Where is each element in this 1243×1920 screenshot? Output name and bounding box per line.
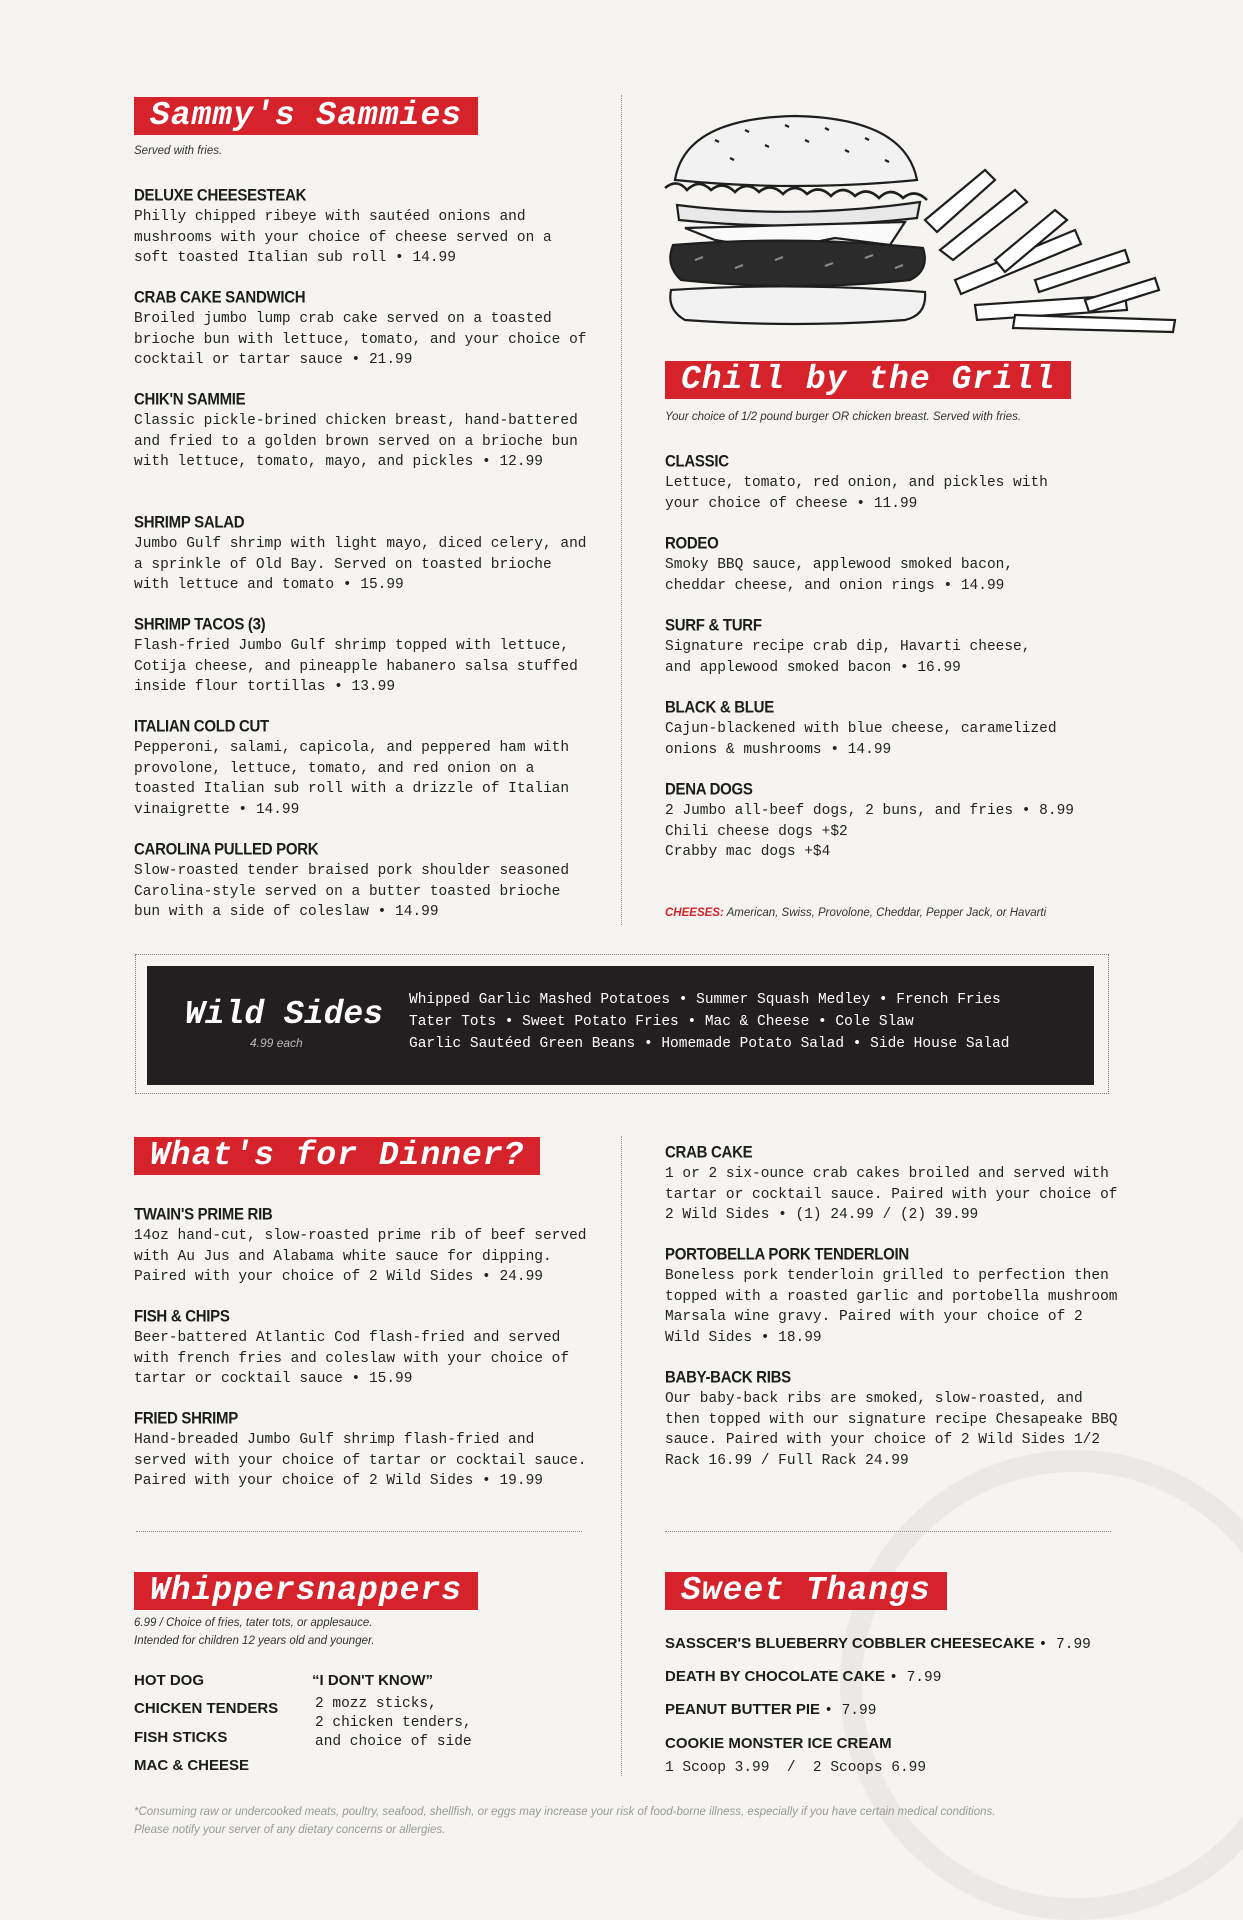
- section-title-kids: Whippersnappers: [134, 1572, 478, 1610]
- item-description: Philly chipped ribeye with sautéed onions and mushrooms with your choice of cheese served on a soft toasted Italian sub roll • 14.99: [134, 209, 552, 266]
- item-name: TWAIN'S PRIME RIB: [134, 1205, 273, 1224]
- cheeses-label: CHEESES:: [665, 907, 724, 919]
- grill-note: Your choice of 1/2 pound burger OR chicken breast. Served with fries.: [665, 411, 1022, 423]
- menu-item: [134, 514, 594, 596]
- menu-item: [134, 187, 594, 269]
- section-title-sides: Wild Sides: [185, 996, 384, 1033]
- item-description: Hand-breaded Jumbo Gulf shrimp flash-fried and served with your choice of tartar or cocktail sauce. Paired with your choice of 2 Wild Sides • 19.99: [134, 1432, 587, 1489]
- item-description: Flash-fried Jumbo Gulf shrimp topped with lettuce, Cotija cheese, and pineapple habanero salsa stuffed inside flour tortillas • 13.99: [134, 638, 578, 695]
- item-description: Beer-battered Atlantic Cod flash-fried and served with french fries and coleslaw with your choice of tartar or cocktail sauce • 15.99: [134, 1330, 570, 1387]
- section-title-sweets: Sweet Thangs: [665, 1572, 947, 1610]
- item-description: Signature recipe crab dip, Havarti cheese, and applewood smoked bacon • 16.99: [665, 639, 1031, 676]
- sides-line: Tater Tots • Sweet Potato Fries • Mac & Cheese • Cole Slaw: [409, 1014, 914, 1030]
- dessert-item: [665, 1635, 1091, 1653]
- menu-item: [134, 1308, 594, 1390]
- section-title-dinner: What's for Dinner?: [134, 1137, 540, 1175]
- menu-item: [134, 1410, 594, 1492]
- kids-special-line: 2 mozz sticks,: [315, 1696, 437, 1712]
- item-name: CRAB CAKE: [665, 1143, 753, 1162]
- item-name: CAROLINA PULLED PORK: [134, 840, 319, 859]
- item-description: 1 or 2 six-ounce crab cakes broiled and served with tartar or cocktail sauce. Paired with your choice of 2 Wild Sides • (1) 24.99 / (2) 39.99: [665, 1166, 1118, 1223]
- footer-line: *Consuming raw or undercooked meats, poultry, seafood, shellfish, or eggs may increase your risk of food-borne illness, especially if you have certain medical conditions.: [134, 1806, 996, 1818]
- footer-disclaimer: [134, 1803, 1114, 1839]
- menu-item: [665, 1246, 1125, 1348]
- sides-line: Whipped Garlic Mashed Potatoes • Summer Squash Medley • French Fries: [409, 992, 1001, 1008]
- section-title-sammies: Sammy's Sammies: [134, 97, 478, 135]
- footer-line: Please notify your server of any dietary concerns or allergies.: [134, 1824, 446, 1836]
- item-description: Our baby-back ribs are smoked, slow-roasted, and then topped with our signature recipe Chesapeake BBQ sauce. Paired with your choice of 2 Wild Sides 1/2 Rack 16.99 / Full Rack 24.99: [665, 1391, 1118, 1469]
- item-name: SHRIMP TACOS (3): [134, 615, 266, 634]
- item-name: BLACK & BLUE: [665, 698, 774, 717]
- item-name: DENA DOGS: [665, 780, 753, 799]
- item-description: Pepperoni, salami, capicola, and peppered ham with provolone, lettuce, tomato, and red onion on a toasted Italian sub roll with a drizzle of Italian vinaigrette • 14.99: [134, 740, 570, 818]
- dessert-price: • 7.99: [1038, 1637, 1091, 1653]
- menu-item: [134, 841, 594, 923]
- burger-and-fries-illustration: [655, 110, 1195, 335]
- item-description: Broiled jumbo lump crab cake served on a toasted brioche bun with lettuce, tomato, and your choice of cocktail or tartar sauce • 21.99: [134, 311, 587, 368]
- dessert-item: [665, 1735, 892, 1752]
- sammies-note: Served with fries.: [134, 145, 223, 157]
- menu-item: [134, 616, 594, 698]
- kids-special-line: and choice of side: [315, 1734, 472, 1750]
- cheeses-list: American, Swiss, Provolone, Cheddar, Pepper Jack, or Havarti: [726, 907, 1047, 919]
- dessert-item: [665, 1701, 876, 1719]
- section-divider-left: [136, 1531, 582, 1532]
- item-name: CHIK'N SAMMIE: [134, 390, 246, 409]
- kids-note: 6.99 / Choice of fries, tater tots, or applesauce.: [134, 1617, 373, 1629]
- kids-item: CHICKEN TENDERS: [134, 1700, 279, 1717]
- item-name: SHRIMP SALAD: [134, 513, 245, 532]
- menu-item: [665, 535, 1125, 596]
- item-description: Boneless pork tenderloin grilled to perfection then topped with a roasted garlic and portobella mushroom Marsala wine gravy. Paired with your choice of 2 Wild Sides • 18.99: [665, 1268, 1118, 1346]
- item-name: SURF & TURF: [665, 616, 762, 635]
- kids-special-line: 2 chicken tenders,: [315, 1715, 472, 1731]
- dessert-price: • 7.99: [824, 1703, 877, 1719]
- dessert-name: COOKIE MONSTER ICE CREAM: [665, 1735, 892, 1752]
- kids-item: HOT DOG: [134, 1672, 204, 1689]
- menu-item: [665, 699, 1125, 760]
- item-name: DELUXE CHEESESTEAK: [134, 186, 307, 205]
- menu-item: [134, 718, 594, 820]
- item-name: ITALIAN COLD CUT: [134, 717, 269, 736]
- item-name: PORTOBELLA PORK TENDERLOIN: [665, 1245, 909, 1264]
- item-extra: Chili cheese dogs +$2: [665, 823, 848, 840]
- dessert-price: • 7.99: [889, 1670, 942, 1686]
- menu-item: [134, 391, 594, 473]
- item-name: CRAB CAKE SANDWICH: [134, 288, 306, 307]
- item-description: Classic pickle-brined chicken breast, hand-battered and fried to a golden brown served on a brioche bun with lettuce, tomato, mayo, and pickles • 12.99: [134, 413, 578, 470]
- dessert-item: [665, 1668, 941, 1686]
- column-divider-top: [621, 95, 622, 925]
- item-description: 2 Jumbo all-beef dogs, 2 buns, and fries • 8.99: [665, 803, 1074, 819]
- item-extra: Crabby mac dogs +$4: [665, 844, 831, 860]
- ice-cream-prices: 1 Scoop 3.99 / 2 Scoops 6.99: [665, 1760, 927, 1776]
- dessert-name: SASSCER'S BLUEBERRY COBBLER CHEESECAKE: [665, 1635, 1035, 1652]
- kids-item: MAC & CHEESE: [134, 1757, 250, 1774]
- cheeses-note: [665, 907, 1046, 919]
- menu-item: [665, 1144, 1125, 1226]
- menu-item: [665, 453, 1125, 514]
- dessert-name: DEATH BY CHOCOLATE CAKE: [665, 1668, 886, 1685]
- menu-item: [665, 1369, 1125, 1471]
- menu-item: [134, 289, 594, 371]
- kids-item: FISH STICKS: [134, 1729, 228, 1746]
- item-description: Jumbo Gulf shrimp with light mayo, diced celery, and a sprinkle of Old Bay. Served on toasted brioche with lettuce and tomato • 15.99: [134, 536, 587, 593]
- item-description: Cajun-blackened with blue cheese, caramelized onions & mushrooms • 14.99: [665, 721, 1057, 758]
- section-divider-right: [665, 1531, 1111, 1532]
- item-name: FISH & CHIPS: [134, 1307, 230, 1326]
- sides-price: 4.99 each: [250, 1036, 303, 1050]
- column-divider-bottom: [621, 1136, 622, 1776]
- item-description: Slow-roasted tender braised pork shoulder seasoned Carolina-style served on a butter toasted brioche bun with a side of coleslaw • 14.99: [134, 863, 570, 920]
- menu-item: [665, 781, 1125, 863]
- menu-item: [134, 1206, 594, 1288]
- menu-item: [665, 617, 1125, 678]
- item-name: BABY-BACK RIBS: [665, 1368, 791, 1387]
- item-description: Smoky BBQ sauce, applewood smoked bacon, cheddar cheese, and onion rings • 14.99: [665, 557, 1014, 594]
- kids-special-name: “I DON'T KNOW”: [312, 1672, 434, 1689]
- item-name: FRIED SHRIMP: [134, 1409, 238, 1428]
- sides-line: Garlic Sautéed Green Beans • Homemade Potato Salad • Side House Salad: [409, 1036, 1010, 1052]
- item-description: 14oz hand-cut, slow-roasted prime rib of beef served with Au Jus and Alabama white sauce for dipping. Paired with your choice of 2 Wild Sides • 24.99: [134, 1228, 587, 1285]
- item-name: RODEO: [665, 534, 719, 553]
- item-description: Lettuce, tomato, red onion, and pickles with your choice of cheese • 11.99: [665, 475, 1048, 512]
- kids-note: Intended for children 12 years old and younger.: [134, 1635, 375, 1647]
- section-title-grill: Chill by the Grill: [665, 361, 1071, 399]
- dessert-name: PEANUT BUTTER PIE: [665, 1701, 821, 1718]
- item-name: CLASSIC: [665, 452, 729, 471]
